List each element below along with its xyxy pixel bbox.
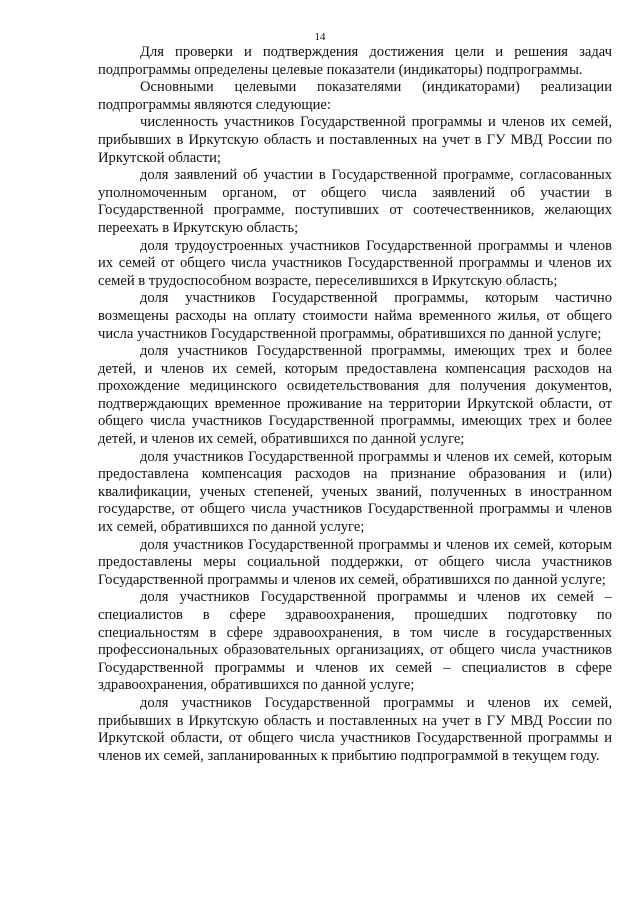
list-item: доля участников Государственной программы, имеющих трех и более детей, и членов их семей, которым предоставлена компенсация расходов на прохождение медицинского освидетельствования для получения документов, подтверждающих временное проживание на территории Иркутской области, от общего числа участников Государственной программы, имеющих трех и более детей, и членов их семей, обратившихся по данной услуге; <box>98 343 612 448</box>
list-item: доля участников Государственной программы и членов их семей, которым предоставлены меры социальной поддержки, от общего числа участников Государственной программы и членов их семей, обратившихся по данной услуге; <box>98 536 612 588</box>
list-item: доля заявлений об участии в Государственной программе, согласованных уполномоченным органом, от общего числа заявлений об участии в Государственной программе, поступивших от соотечественников, желающих переехать в Иркутскую область; <box>98 167 612 236</box>
list-item: доля трудоустроенных участников Государственной программы и членов их семей от общего числа участников Государственной программы и членов их семей в трудоспособном возрасте, переселившихся в Иркутскую область; <box>98 237 612 289</box>
list-item: доля участников Государственной программы и членов их семей, которым предоставлена компенсация расходов на признание образования и (или) квалификации, ученых степеней, ученых званий, полученных в иностранном государстве, от общего числа участников Государственной программы и членов их семей, обратившихся по данной услуге; <box>98 448 612 536</box>
paragraph-intro: Для проверки и подтверждения достижения цели и решения задач подпрограммы определены целевые показатели (индикаторы) подпрограммы. <box>98 44 612 78</box>
list-item: доля участников Государственной программы, которым частично возмещены расходы на оплату стоимости найма временного жилья, от общего числа участников Государственной программы, обратившихся по данной услуге; <box>98 290 612 342</box>
page-number: 14 <box>314 31 326 43</box>
list-item: доля участников Государственной программы и членов их семей, прибывших в Иркутскую область и поставленных на учет в ГУ МВД России по Иркутской области, от общего числа участников Государственной программы и членов их семей, запланированных к прибытию подпрограммой в текущем году. <box>98 694 612 764</box>
list-item: доля участников Государственной программы и членов их семей – специалистов в сфере здравоохранения, прошедших подготовку по специальностям в сфере здравоохранения, в том числе в государственных профессиональных образовательных организациях, от общего числа участников Государственной программы и членов их семей – специалистов в сфере здравоохранения, обратившихся по данной услуге; <box>98 589 612 694</box>
paragraph-indicators-heading: Основными целевыми показателями (индикаторами) реализации подпрограммы являются следующие: <box>98 79 612 113</box>
document-body <box>98 44 612 765</box>
list-item: численность участников Государственной программы и членов их семей, прибывших в Иркутскую область и поставленных на учет в ГУ МВД России по Иркутской области; <box>98 114 612 166</box>
